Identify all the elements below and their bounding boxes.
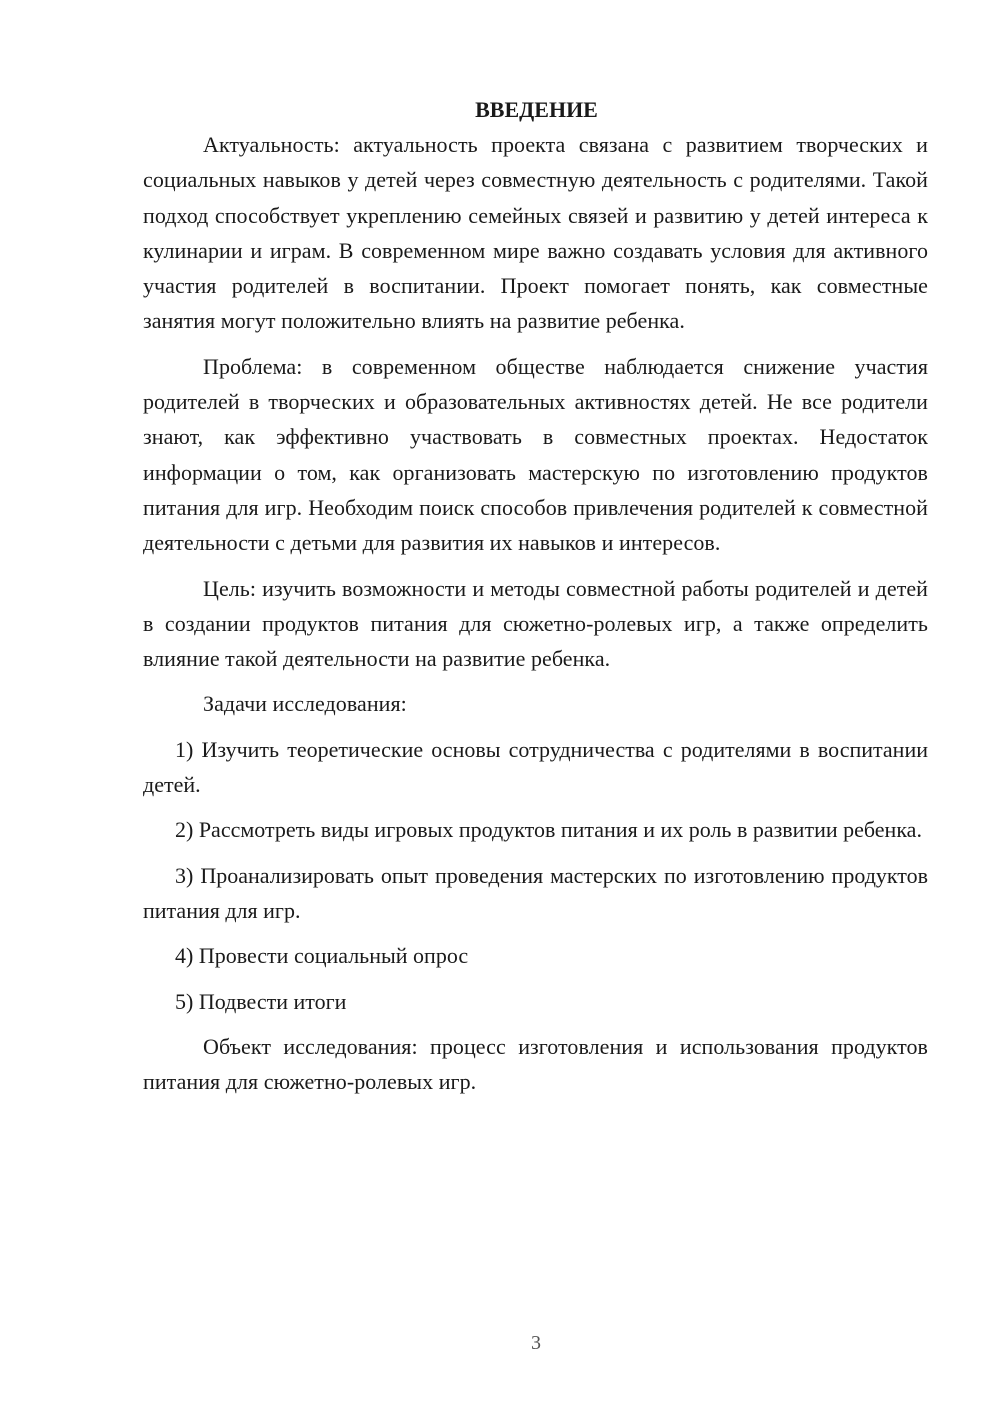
task-item: 2) Рассмотреть виды игровых продуктов питания и их роль в развитии ребенка.	[175, 817, 922, 843]
tasks-list	[143, 732, 928, 1019]
section-title: ВВЕДЕНИЕ	[475, 97, 598, 122]
task-item: 3) Проанализировать опыт проведения мастерских по изготовлению продуктов питания для игр.	[143, 862, 928, 923]
problem-paragraph: Проблема: в современном обществе наблюдается снижение участия родителей в творческих и образовательных активностях детей. Не все родители знают, как эффективно участвовать в совместных проектах. Недостаток информации о том, как организовать мастерскую по изготовлению продуктов питания для игр. Необходим поиск способов привлечения родителей к совместной деятельности с детьми для развития их навыков и интересов.	[143, 353, 928, 556]
tasks-heading: Задачи исследования:	[203, 691, 407, 717]
document-page	[143, 92, 928, 1109]
goal-paragraph: Цель: изучить возможности и методы совместной работы родителей и детей в создании продуктов питания для сюжетно-ролевых игр, а также определить влияние такой деятельности на развитие ребенка.	[143, 575, 928, 672]
task-item: 1) Изучить теоретические основы сотрудничества с родителями в воспитании детей.	[143, 736, 928, 798]
object-paragraph: Объект исследования: процесс изготовления и использования продуктов питания для сюжетно-ролевых игр.	[143, 1033, 928, 1095]
page-number: 3	[531, 1332, 541, 1354]
task-item: 4) Провести социальный опрос	[175, 943, 469, 969]
task-item: 5) Подвести итоги	[175, 988, 347, 1014]
relevance-paragraph: Актуальность: актуальность проекта связана с развитием творческих и социальных навыков у детей через совместную деятельность с родителями. Такой подход способствует укреплению семейных связей и развитию у детей интереса к кулинарии и играм. В современном мире важно создавать условия для активного участия родителей в воспитании. Проект помогает понять, как совместные занятия могут положительно влиять на развитие ребенка.	[143, 132, 928, 334]
